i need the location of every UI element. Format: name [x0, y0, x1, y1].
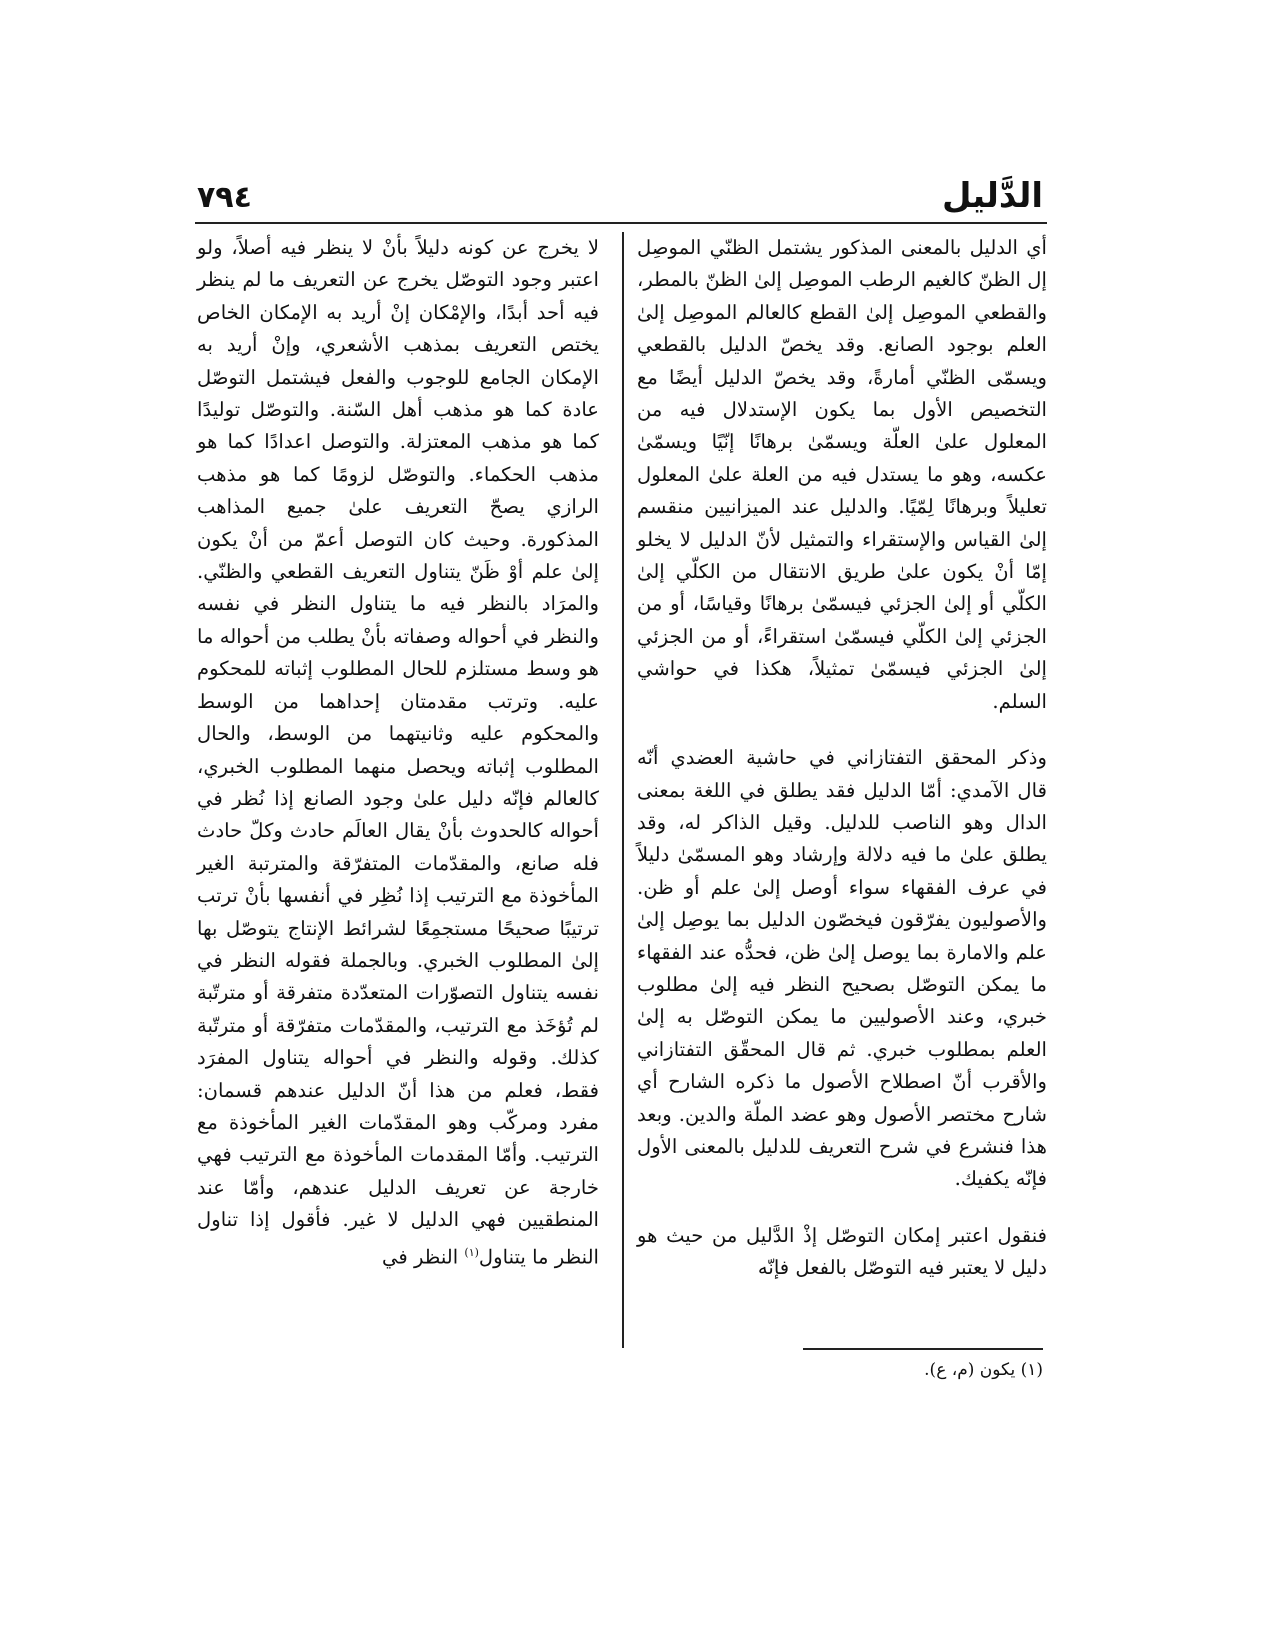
paragraph: [197, 232, 599, 1274]
header-rule: [195, 222, 1047, 224]
paragraph: أي الدليل بالمعنى المذكور يشتمل الظنّي الموصِل إل الظنّ كالغيم الرطب الموصِل إلىٰ الظنّ بالمطر، والقطعي الموصِل إلىٰ القطع كالعالم الموصِل إلىٰ العلم بوجود الصانع. وقد يخصّ الدليل بالقطعي ويسمّى الظنّي أمارةً، وقد يخصّ الدليل أيضًا مع التخصيص الأول بما يكون الإستدلال فيه من المعلول علىٰ العلّة ويسمّىٰ برهانًا إنّيًا ويسمّىٰ عكسه، وهو ما يستدل فيه من العلة علىٰ المعلول تعليلاً وبرهانًا لِمّيًا. والدليل عند الميزانيين منقسم إلىٰ القياس والإستقراء والتمثيل لأنّ الدليل لا يخلو إمّا أنْ يكون علىٰ طريق الانتقال من الكلّي إلىٰ الكلّي أو إلىٰ الجزئي فيسمّىٰ برهانًا وقياسًا، أو من الجزئي إلىٰ الكلّي فيسمّىٰ استقراءً، أو من الجزئي إلىٰ الجزئي فيسمّىٰ تمثيلاً، هكذا في حواشي السلم.: [637, 236, 1047, 713]
page-number: ٧٩٤: [197, 180, 252, 215]
paragraph: فنقول اعتبر إمكان التوصّل إذْ الدَّليل من حيث هو دليل لا يعتبر فيه التوصّل بالفعل فإنّه: [637, 1223, 1047, 1280]
left-column: [197, 232, 599, 1347]
paragraph-text: النظر في: [382, 1245, 465, 1269]
footnote-rule: [803, 1348, 1043, 1350]
paragraph-text: لا يخرج عن كونه دليلاً بأنْ لا ينظر فيه أصلاً، ولو اعتبر وجود التوصّل يخرج عن التعريف ما لم ينظر فيه أحد أبدًا، والإمْكان إنْ أريد به الإمكان الخاص يختص التعريف بمذهب الأشعري، وإنْ أريد به الإمكان الجامع للوجوب والفعل فيشتمل التوصّل عادة كما هو مذهب أهل السّنة. والتوصّل توليدًا كما هو مذهب المعتزلة. والتوصل اعدادًا كما هو مذهب الحكماء. والتوصّل لزومًا كما هو مذهب الرازي يصحّ التعريف علىٰ جميع المذاهب المذكورة. وحيث كان التوصل أعمّ من أنْ يكون إلىٰ علم أوْ ظَنّ يتناول التعريف القطعي والظنّي. والمرَاد بالنظر فيه ما يتناول النظر في نفسه والنظر في أحواله وصفاته بأنْ يطلب من أحواله ما هو وسط مستلزم للحال المطلوب إثباته للمحكوم عليه. وترتب مقدمتان إحداهما من الوسط والمحكوم عليه وثانيتهما من الوسط، والحال المطلوب إثباته ويحصل منهما المطلوب الخبري، كالعالم فإنّه دليل علىٰ وجود الصانع إذا نُظر في أحواله كالحدوث بأنْ يقال العالَم حادث وكلّ حادث فله صانع، والمقدّمات المتفرّقة والمترتبة الغير المأخوذة مع الترتيب إذا نُظِر في أنفسها بأنْ ترتب ترتيبًا صحيحًا مستجمِعًا لشرائط الإنتاج يتوصّل بها إلىٰ المطلوب الخبري. وبالجملة فقوله النظر في نفسه يتناول التصوّرات المتعدّدة متفرقة أو مترتّبة لم تُؤخَذ مع الترتيب، والمقدّمات متفرّقة أو مترتّبة كذلك. وقوله والنظر في أحواله يتناول المفرَد فقط، فعلم من هذا أنّ الدليل عندهم قسمان: مفرد ومركّب وهو المقدّمات الغير المأخوذة مع الترتيب. وأمّا المقدمات المأخوذة مع الترتيب فهي خارجة عن تعريف الدليل عندهم، وأمّا عند المنطقيين فهي الدليل لا غير. فأقول إذا تناول النظر ما يتناول: [197, 236, 599, 1269]
paragraph-gap: [637, 1196, 1047, 1220]
paragraph: وذكر المحقق التفتازاني في حاشية العضدي أنّه قال الآمدي: أمّا الدليل فقد يطلق في اللغة بمعنى الدال وهو الناصب للدليل. وقيل الذاكر له، وقد يطلق علىٰ ما فيه دلالة وإرشاد وهو المسمّىٰ دليلاً في عرف الفقهاء سواء أوصل إلىٰ علم أو ظن. والأصوليون يفرّقون فيخصّون الدليل بما يوصِل إلىٰ علم والامارة بما يوصل إلىٰ ظن، فحدُّه عند الفقهاء ما يمكن التوصّل بصحيح النظر فيه إلىٰ مطلوب خبري، وعند الأصوليين ما يمكن التوصّل به إلىٰ العلم بمطلوب خبري. ثم قال المحقّق التفتازاني والأقرب أنّ اصطلاح الأصول ما ذكره الشارح أي شارح مختصر الأصول وهو عضد الملّة والدين. وبعد هذا فنشرع في شرح التعريف للدليل بالمعنى الأول فإنّه يكفيك.: [637, 746, 1047, 1191]
footnote-marker: (١): [464, 1245, 479, 1259]
column-divider: [622, 232, 624, 1348]
footnote: (١) يكون (م، ع).: [924, 1360, 1043, 1380]
paragraph-gap: [637, 718, 1047, 742]
running-title: الدَّليل: [941, 176, 1043, 216]
right-column: [637, 232, 1047, 1327]
